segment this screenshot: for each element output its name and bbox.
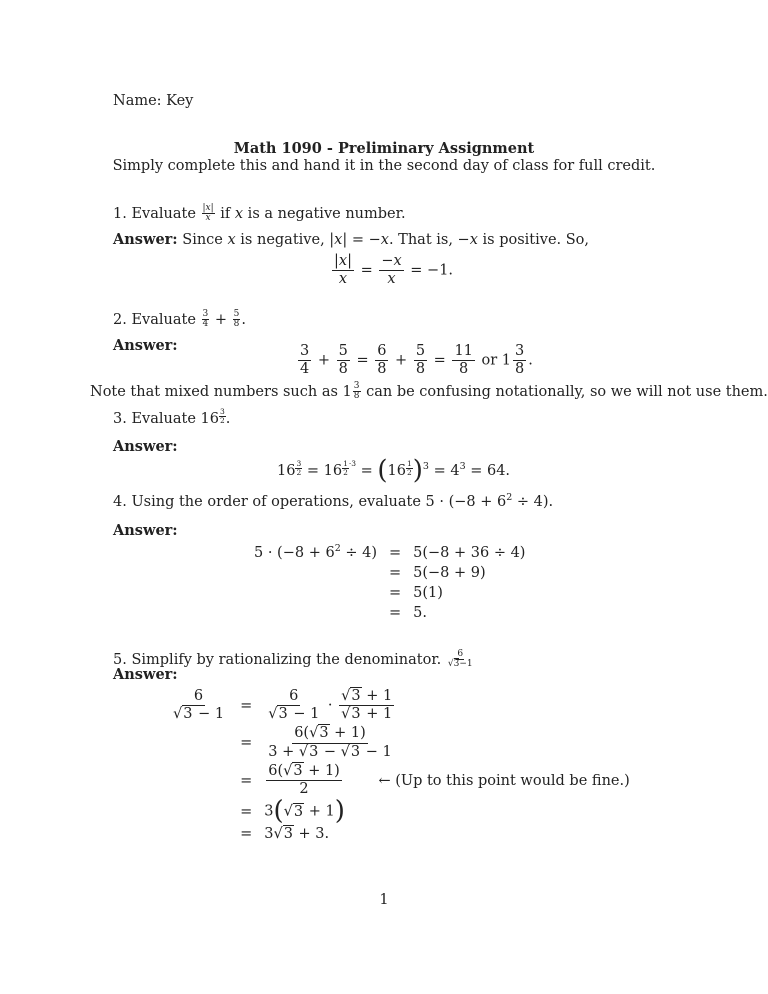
page-title: Math 1090 - Preliminary Assignment — [233, 140, 535, 157]
problem-number: 4. — [113, 494, 127, 510]
step-comment: ← (Up to this point would be fine.) — [378, 772, 630, 789]
problem-1-prompt: 1. Evaluate $\frac{|x|}{x}$ if x is a negative number. — [113, 203, 406, 224]
problem-3-prompt: 3. Evaluate 16 $\frac{3}{2}$ . — [113, 407, 231, 427]
answer-label: Answer: — [113, 337, 178, 354]
step-row: $5 \cdot (-8 + 6^2 \div 4)$ = 5(−8 + 36 ÷ 4) — [254, 543, 526, 561]
problem-4-steps — [248, 543, 531, 623]
answer-label: Answer: — [113, 438, 178, 455]
name-line: Name: Key — [113, 93, 194, 109]
problem-4-prompt: 4. Using the order of operations, evaluate $5 \cdot (-8 + 6^2 \div 4)$. — [113, 492, 554, 510]
problem-1-answer-text: Answer: Since x is negative, |x| = −x. That is, −x is positive. So, — [113, 231, 590, 248]
prompt-text: Simplify by rationalizing the denominator. — [131, 651, 442, 668]
problem-number: 5. — [113, 651, 127, 668]
prompt-text: Evaluate — [131, 311, 196, 328]
answer-label: Answer: — [113, 666, 178, 683]
prompt-text: Evaluate — [131, 205, 196, 222]
step-row: $\frac{6}{√3 - 1}$ = $\frac{6}{√3 - 1}$ · $\frac{√3 + 1}{√3 + 1}$ — [173, 688, 393, 723]
page-subtitle: Simply complete this and hand it in the second day of class for full credit. — [112, 158, 656, 174]
problem-2-prompt: 2. Evaluate $\frac{3}{4}$ + $\frac{5}{8}$ . — [113, 309, 246, 330]
page-number: 1 — [379, 892, 389, 908]
problem-2-equation: $\frac{3}{4}$ + $\frac{5}{8}$ = $\frac{6}{8}$ + $\frac{5}{8}$ = $\frac{11}{8}$ or 1 $\frac{3}{8}$ . — [300, 343, 533, 378]
prompt-text: Evaluate — [131, 411, 196, 427]
step-row: = 3√3 + 3. — [240, 826, 330, 843]
step-row: = 5. — [388, 605, 427, 621]
problem-2-note: Note that mixed numbers such as 1 $\frac{3}{8}$ can be confusing notationally, so we will not use them. — [90, 381, 768, 402]
answer-label: Answer: — [113, 522, 178, 539]
problem-5-prompt: 5. Simplify by rationalizing the denominator. $\frac{6}{√3-1}$ — [113, 649, 473, 670]
answer-label: Answer: — [113, 231, 178, 248]
problem-number: 1. — [113, 205, 127, 222]
prompt-text: Using the order of operations, evaluate — [131, 494, 421, 510]
problem-1-equation: $\frac{|x|}{x}$ = $\frac{-x}{x}$ = −1. — [334, 253, 454, 288]
step-row: = $\frac{6(√3 + 1)}{2}$ ← (Up to this point would be fine.) — [240, 762, 630, 798]
abs-x-over-x: $\frac{|x|}{x}$ — [202, 203, 214, 224]
problem-3-equation: 16 $\frac{3}{2}$ = 16 1 2 ·3 = (16 $\frac{1}{2}$ )$^3 = 4^3 = 64$. — [277, 455, 511, 486]
step-row: = 5(1) — [388, 585, 443, 601]
problem-number: 3. — [113, 411, 127, 427]
step-row: = $\frac{6(√3 + 1)}{3 + √3 - √3 - 1}$ — [240, 725, 392, 760]
step-row: = 3(√3 + 1) — [240, 796, 345, 827]
step-row: = 5(−8 + 9) — [388, 565, 486, 581]
problem-5-steps — [163, 687, 636, 844]
problem-number: 2. — [113, 311, 127, 328]
